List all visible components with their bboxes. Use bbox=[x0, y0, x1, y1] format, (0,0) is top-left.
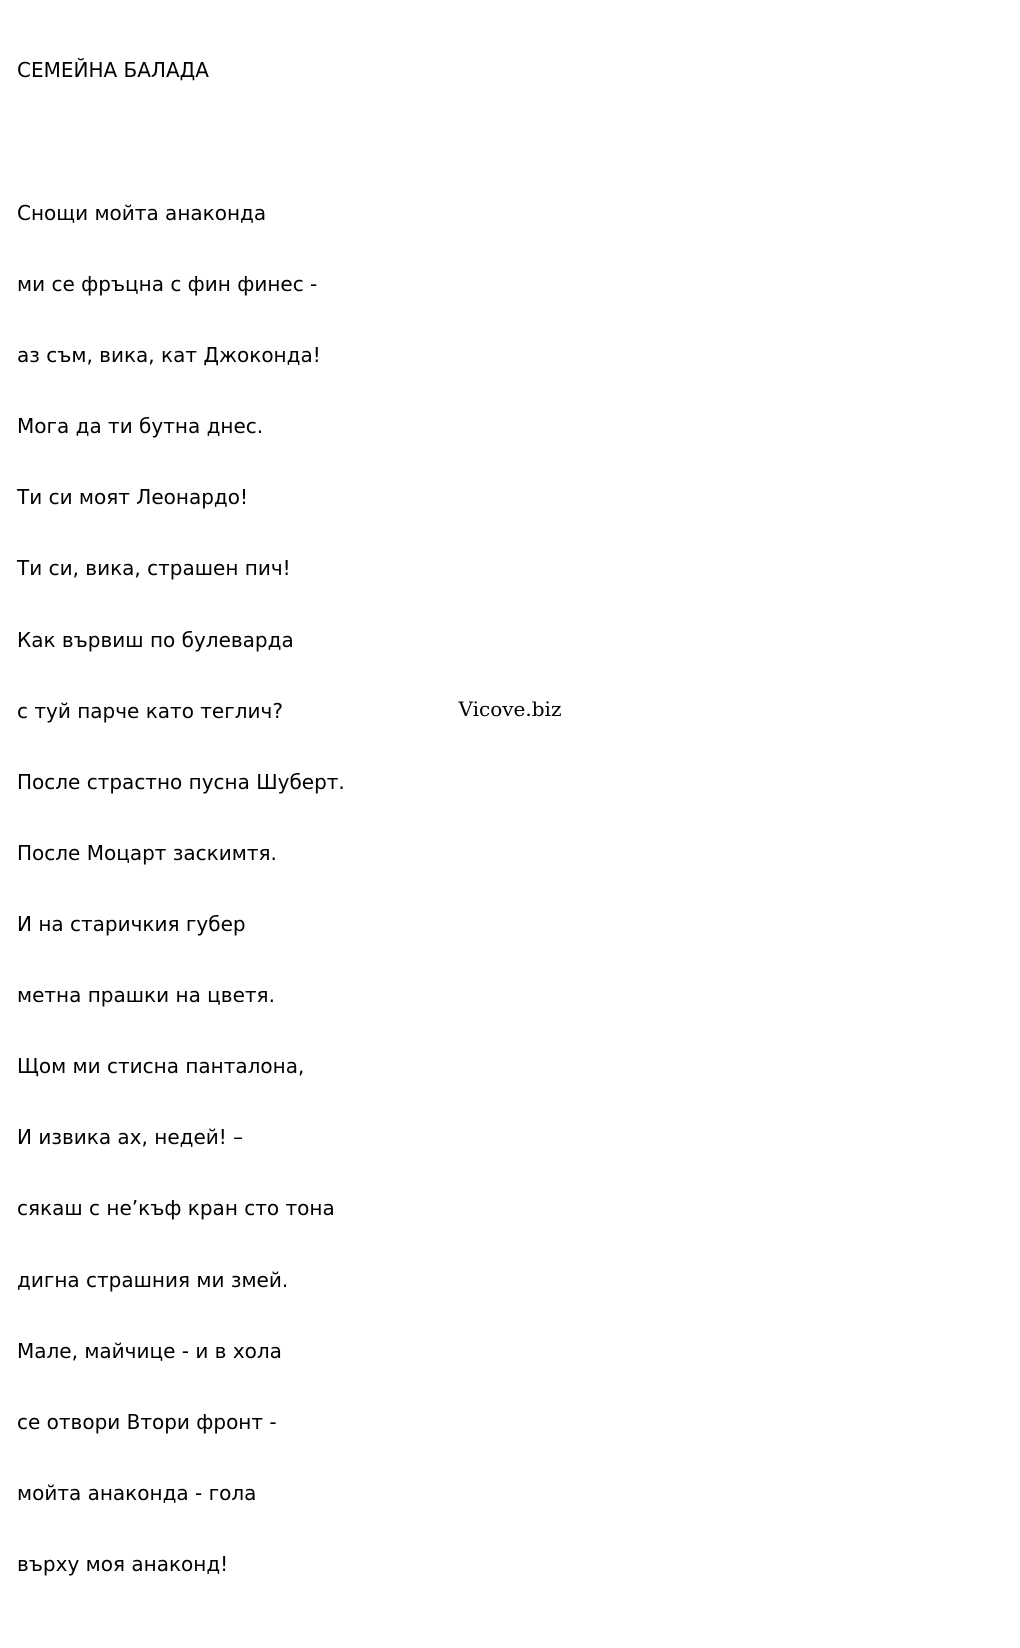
poem-line: дигна страшния ми змей. bbox=[17, 1267, 289, 1292]
poem-line: После Моцарт заскимтя. bbox=[17, 840, 277, 865]
poem-line: се отвори Втори фронт - bbox=[17, 1409, 277, 1434]
poem-line: Мога да ти бутна днес. bbox=[17, 414, 264, 439]
poem-line: ми се фръцна с фин финес - bbox=[17, 272, 318, 297]
poem-line: с туй парче като теглич? bbox=[17, 698, 283, 723]
poem bbox=[17, 12, 345, 1648]
poem-line: Мале, майчице - и в хола bbox=[17, 1338, 282, 1363]
poem-line: върху моя анаконд! bbox=[17, 1552, 229, 1576]
site-watermark: Vicove.biz bbox=[458, 697, 562, 721]
poem-line: И извика ах, недей! – bbox=[17, 1125, 244, 1150]
poem-line: После страстно пусна Шуберт. bbox=[17, 769, 345, 794]
poem-line: И на старичкия губер bbox=[17, 912, 246, 937]
poem-line: аз съм, вика, кат Джоконда! bbox=[17, 343, 321, 368]
poem-line: Снощи мойта анаконда bbox=[17, 200, 267, 225]
poem-line: Ти си, вика, страшен пич! bbox=[17, 556, 291, 581]
poem-line: мойта анаконда - гола bbox=[17, 1480, 257, 1505]
poem-line: Как вървиш по булеварда bbox=[17, 627, 294, 652]
poem-line: сякаш с не’къф кран сто тона bbox=[17, 1196, 335, 1221]
poem-title: СЕМЕЙНА БАЛАДА bbox=[17, 58, 209, 83]
poem-body bbox=[17, 155, 345, 1625]
poem-line: Ти си моят Леонардо! bbox=[17, 485, 248, 510]
poem-line: метна прашки на цветя. bbox=[17, 983, 275, 1008]
poem-line: Щом ми стисна панталона, bbox=[17, 1054, 305, 1079]
